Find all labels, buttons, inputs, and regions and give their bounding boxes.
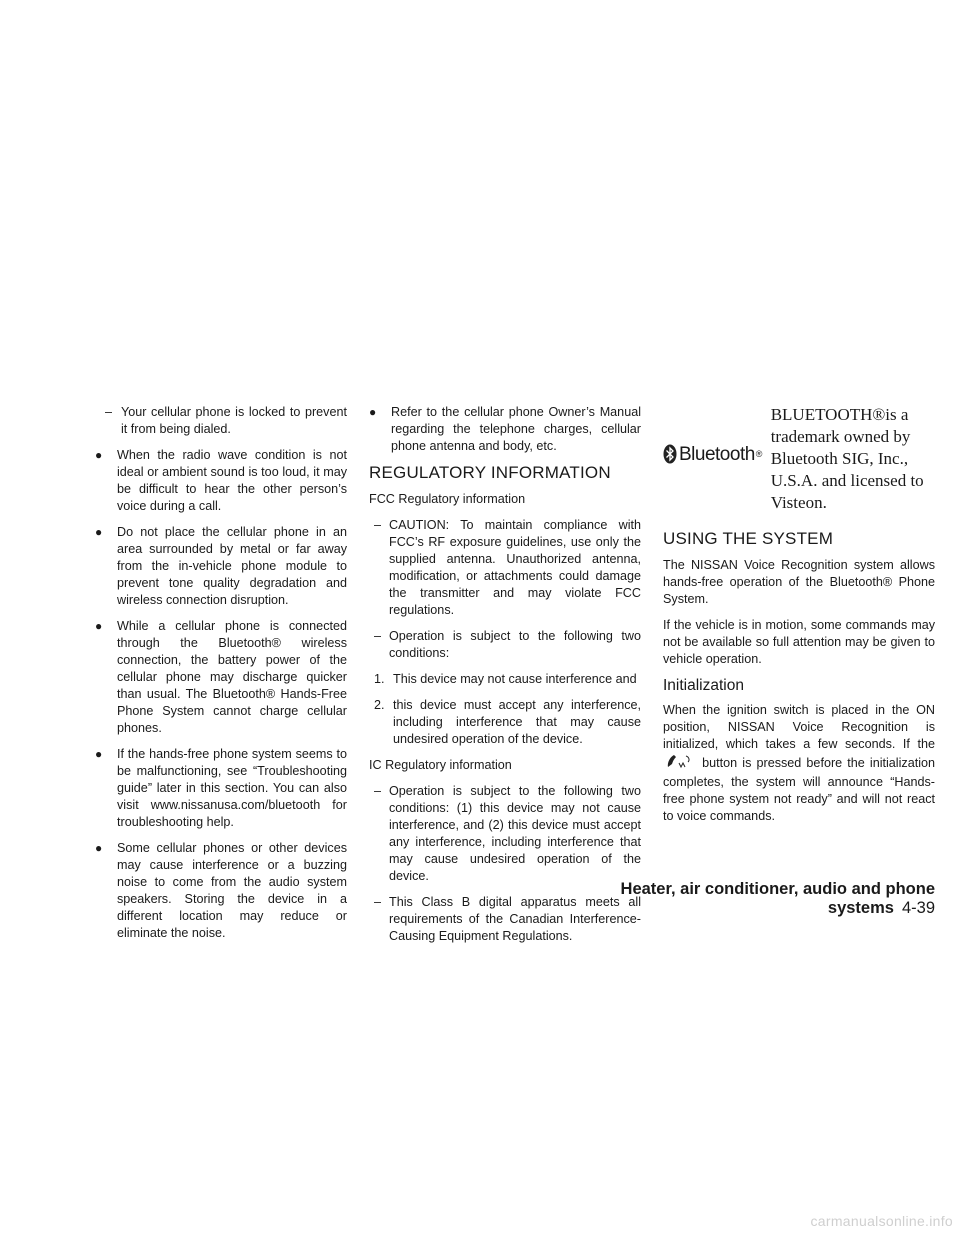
bluetooth-logo — [663, 444, 765, 464]
ic-label: IC Regulatory information — [369, 758, 512, 772]
paragraph: The NISSAN Voice Recognition system allows hands-free operation of the Bluetooth® Phone System. — [663, 558, 935, 606]
column-right — [663, 404, 935, 834]
init-text-part1: When the ignition switch is placed in the ON position, NISSAN Voice Recognition is initialized, which takes a few seconds. If the — [663, 703, 935, 751]
bullet-marker: ● — [95, 841, 103, 855]
bullet-marker: ● — [95, 525, 103, 539]
page-number: 4-39 — [901, 899, 935, 917]
phone-talk-icon — [665, 753, 695, 774]
bullet-item — [95, 840, 347, 942]
numbered-item — [369, 697, 641, 748]
init-text-part2: button is pressed before the initialization completes, the system will announce “Hands-free phone system not ready” and will not react to voice commands. — [663, 755, 936, 823]
bullet-item — [95, 618, 347, 737]
bullet-text: When the radio wave condition is not ideal or ambient sound is too loud, it may be difficult to hear the other person’s voice during a call. — [117, 448, 347, 513]
bullet-text: If the hands-free phone system seems to be malfunctioning, see “Troubleshooting guide” later in this section. You can also visit www.nissanusa.com/bluetooth for troubleshooting help. — [117, 747, 347, 829]
bullet-text: Some cellular phones or other devices may cause interference or a buzzing noise to come from the audio system speakers. Storing the device in a different location may reduce or eliminate the noise. — [117, 841, 347, 940]
dash-marker: – — [374, 895, 382, 909]
bluetooth-wordmark: Bluetooth — [679, 443, 755, 465]
dash-marker: – — [105, 405, 113, 419]
dash-text: Operation is subject to the following two conditions: — [389, 629, 641, 660]
column-left — [95, 404, 347, 951]
dash-item — [369, 783, 641, 885]
dash-marker: – — [374, 784, 382, 798]
section-heading-using-system: USING THE SYSTEM — [663, 529, 834, 548]
dash-item — [369, 517, 641, 619]
dash-marker: – — [374, 629, 382, 643]
bluetooth-rune-icon — [663, 444, 677, 464]
initialization-paragraph — [663, 702, 935, 825]
footer-section-title: Heater, air conditioner, audio and phone systems — [620, 880, 935, 917]
bullet-text: Do not place the cellular phone in an area surrounded by metal or far away from the in-vehicle phone module to prevent tone quality degradation and wireless connection disruption. — [117, 525, 347, 607]
item-text: This device may not cause interference and — [393, 672, 637, 686]
dash-item — [95, 404, 347, 438]
paragraph: If the vehicle is in motion, some commands may not be available so full attention may be given to vehicle operation. — [663, 618, 935, 666]
bullet-item — [369, 404, 641, 455]
fcc-label: FCC Regulatory information — [369, 492, 526, 506]
bullet-marker: ● — [95, 619, 103, 633]
bullet-item — [95, 524, 347, 609]
dash-text: CAUTION: To maintain compliance with FCC’s RF exposure guidelines, use only the supplied antenna. Unauthorized antenna, modification, or attachments could damage the transmitter and may violate FCC regulations. — [389, 518, 641, 617]
bullet-item — [95, 746, 347, 831]
bullet-text: While a cellular phone is connected through the Bluetooth® wireless connection, the battery power of the cellular phone may discharge quicker than usual. The Bluetooth® Hands-Free Phone System cannot charge cellular phones. — [117, 619, 347, 735]
bullet-item — [95, 447, 347, 515]
subheading-initialization: Initialization — [663, 677, 744, 694]
bluetooth-trademark-block — [663, 404, 935, 514]
bullet-text: Refer to the cellular phone Owner’s Manual regarding the telephone charges, cellular phone antenna and body, etc. — [391, 405, 641, 453]
item-text: this device must accept any interference, including interference that may cause undesired operation of the device. — [393, 698, 641, 746]
dash-item — [369, 628, 641, 662]
registered-mark: ® — [755, 448, 763, 459]
dash-marker: – — [374, 518, 382, 532]
bullet-marker: ● — [95, 448, 103, 462]
section-heading-regulatory: REGULATORY INFORMATION — [369, 463, 611, 482]
item-number: 2. — [374, 698, 385, 712]
numbered-item — [369, 671, 641, 688]
bullet-marker: ● — [369, 405, 377, 419]
dash-text: This Class B digital apparatus meets all requirements of the Canadian Interference-Causing Equipment Regulations. — [389, 895, 641, 943]
page-footer — [540, 880, 935, 918]
item-number: 1. — [374, 672, 385, 686]
column-middle — [369, 404, 641, 954]
watermark: carmanualsonline.info — [810, 1213, 953, 1229]
bullet-marker: ● — [95, 747, 103, 761]
trademark-notice: BLUETOOTH®is a trademark owned by Bluetooth SIG, Inc., U.S.A. and licensed to Visteon. — [770, 405, 924, 512]
dash-text: Your cellular phone is locked to prevent it from being dialed. — [121, 405, 347, 436]
dash-text: Operation is subject to the following two conditions: (1) this device may not cause interference, and (2) this device must accept any interference, including interference that may cause undesired operation of the device. — [389, 784, 641, 883]
